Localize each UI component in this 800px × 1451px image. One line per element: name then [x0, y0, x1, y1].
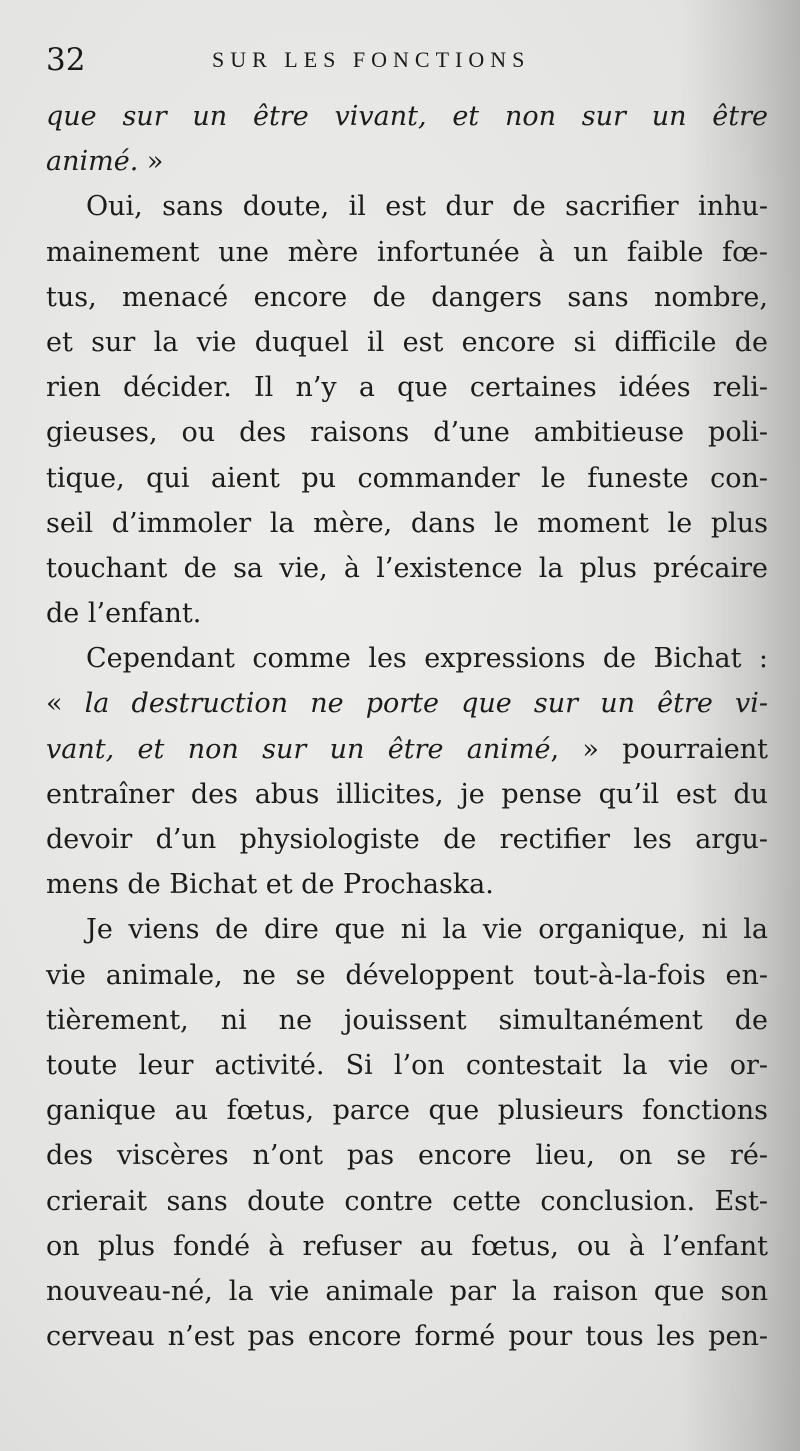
text-segment: de l’enfant. — [46, 598, 202, 630]
text-line — [46, 365, 768, 410]
text-segment: mainement une mère infortunée à un faible fœ- — [46, 236, 768, 268]
text-line — [46, 1133, 768, 1178]
italic-text: animé. — [46, 146, 139, 178]
body-text — [46, 94, 768, 1359]
text-segment: crierait sans doute contre cette conclusion. Est- — [46, 1185, 768, 1217]
text-segment: ganique au fœtus, parce que plusieurs fonctions — [46, 1095, 768, 1127]
text-line — [46, 817, 768, 862]
text-line — [46, 998, 768, 1043]
text-segment: vie animale, ne se développent tout-à-la-fois en- — [46, 959, 768, 991]
text-line — [46, 772, 768, 817]
text-line — [46, 1179, 768, 1224]
page-header — [46, 40, 760, 80]
running-head: SUR LES FONCTIONS — [212, 47, 531, 72]
text-line — [46, 1224, 768, 1269]
text-line — [46, 184, 768, 229]
text-segment: seil d’immoler la mère, dans le moment le plus — [46, 507, 768, 539]
italic-text: la destruction ne porte que sur un être vi- — [84, 688, 769, 720]
text-line — [46, 907, 768, 952]
italic-text: que sur un être vivant, et non sur un être — [46, 101, 768, 132]
text-line — [46, 546, 768, 591]
text-line — [46, 681, 768, 726]
text-segment: mens de Bichat et de Prochaska. — [46, 869, 494, 901]
text-segment: et sur la vie duquel il est encore si difficile de — [46, 326, 768, 358]
text-line — [46, 1269, 768, 1314]
text-line — [46, 275, 768, 320]
text-segment: Oui, sans doute, il est dur de sacrifier inhu- — [86, 191, 768, 223]
text-line — [46, 1088, 768, 1133]
text-line — [46, 501, 768, 546]
text-line — [46, 94, 768, 139]
text-segment: « — [46, 688, 85, 720]
text-segment: , » pourraient — [550, 733, 768, 765]
text-segment: nouveau-né, la vie animale par la raison que son — [46, 1275, 768, 1307]
text-segment: on plus fondé à refuser au fœtus, ou à l’enfant — [46, 1230, 768, 1262]
text-segment: des viscères n’ont pas encore lieu, on se ré- — [46, 1140, 768, 1172]
text-segment: rien décider. Il n’y a que certaines idées reli- — [46, 372, 768, 404]
text-line — [46, 230, 768, 275]
text-line — [46, 456, 768, 501]
italic-text: vant, et non sur un être animé — [46, 733, 551, 765]
page-number: 32 — [46, 42, 86, 78]
text-line — [46, 862, 768, 907]
text-segment: tique, qui aient pu commander le funeste con- — [46, 462, 768, 494]
text-line — [46, 1314, 768, 1359]
text-line — [46, 320, 768, 365]
text-segment: toute leur activité. Si l’on contestait la vie or- — [46, 1049, 768, 1081]
text-segment: devoir d’un physiologiste de rectifier les argu- — [46, 824, 768, 855]
text-line — [46, 953, 768, 998]
text-segment: tièrement, ni ne jouissent simultanément de — [46, 1004, 768, 1036]
text-segment: Je viens de dire que ni la vie organique, ni la — [86, 914, 768, 946]
text-segment: entraîner des abus illicites, je pense qu’il est du — [46, 778, 768, 810]
text-segment: tus, menacé encore de dangers sans nombre, — [46, 281, 768, 313]
text-segment: Cependant comme les expressions de Bichat : — [86, 643, 768, 675]
text-segment: cerveau n’est pas encore formé pour tous les pen- — [46, 1321, 768, 1353]
text-line — [46, 727, 768, 772]
text-segment: gieuses, ou des raisons d’une ambitieuse poli- — [46, 417, 768, 449]
text-segment: touchant de sa vie, à l’existence la plus précaire — [46, 552, 768, 584]
text-line — [46, 1043, 768, 1088]
text-line — [46, 591, 768, 636]
text-segment: » — [138, 146, 164, 178]
text-line — [46, 139, 768, 184]
text-line — [46, 636, 768, 681]
text-line — [46, 410, 768, 455]
